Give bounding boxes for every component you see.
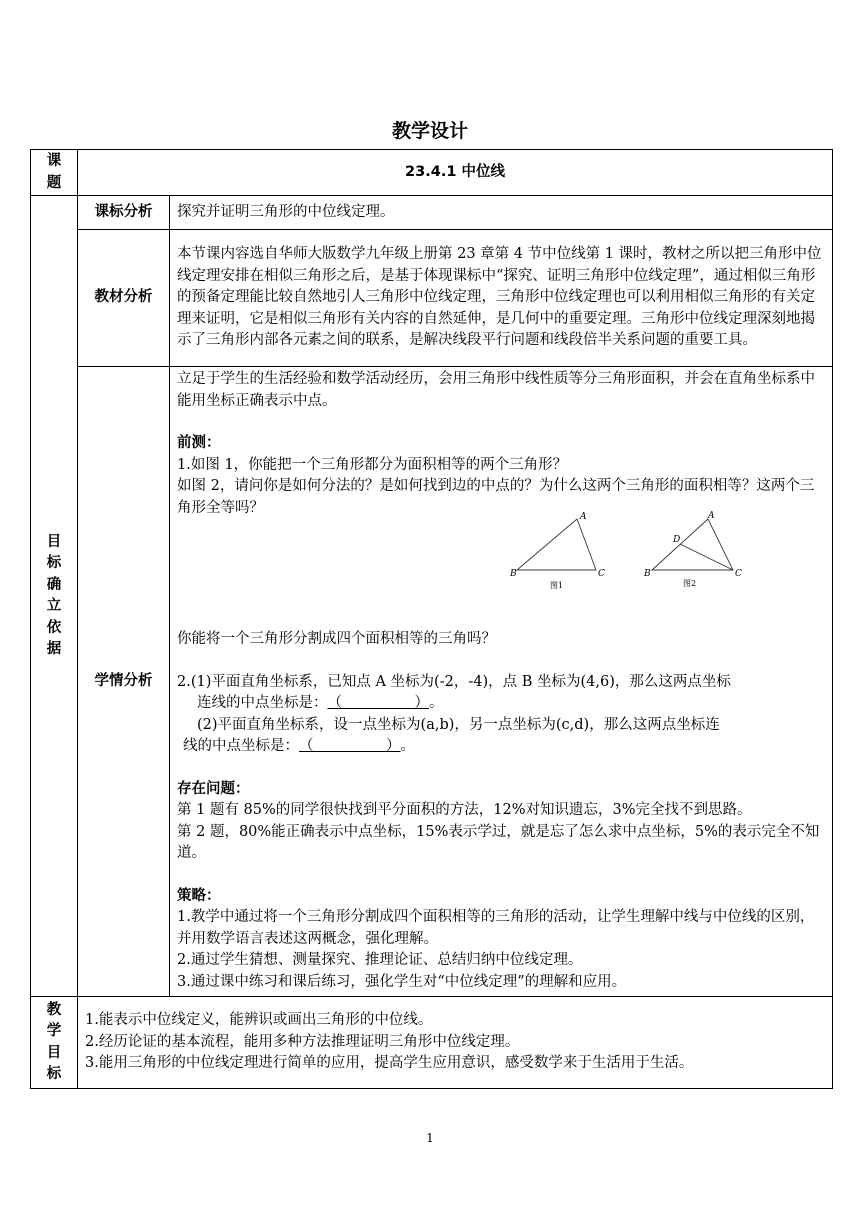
- fig1-label-c: C: [598, 569, 605, 579]
- triangle-figures-svg: [177, 511, 827, 629]
- row-student: [31, 367, 833, 997]
- fig2-caption: 图2: [683, 579, 697, 588]
- textbook-text: 本节课内容选自华师大版数学九年级上册第 23 章第 4 节中位线第 1 课时，教材之所以把三角形中位线定理安排在相似三角形之后，是基于体现课标中“探究、证明三角形中位线定理”，通过相似三角形的预备定理能比较自然地引人三角形中位线定理，三角形中位线定理也可以利用相似三角形的有关定理来证明，它是相似三角形有关内容的自然延伸，是几何中的重要定理。三角形中位线定理深刻地揭示了三角形内部各元素之间的联系，是解决线段平行问题和线段倍半关系问题的重要工具。: [170, 230, 833, 367]
- strategy-3: 3.通过课中练习和课后练习，强化学生对“中位线定理”的理解和应用。: [177, 973, 627, 990]
- fig2-label-c: C: [735, 569, 742, 579]
- problem-2: 第 2 题，80%能正确表示中点坐标，15%表示学过，就是忘了怎么求中点坐标，5%的表示完全不知道。: [177, 823, 820, 861]
- strategy-2: 2.通过学生猜想、测量探究、推理论证、总结归纳中位线定理。: [177, 952, 583, 968]
- question-1b: 如图 2，请问你是如何分法的？是如何找到边的中点的？为什么这两个三角形的面积相等？这两个三角形全等吗？: [177, 478, 815, 516]
- textbook-label: 教材分析: [78, 230, 170, 367]
- pretest-label: 前测：: [177, 435, 221, 451]
- student-intro: 立足于学生的生活经验和数学活动经历，会用三角形中线性质等分三角形面积，并会在直角坐标系中能用坐标正确表示中点。: [177, 371, 815, 409]
- goal-item: 1.能表示中位线定义，能辨识或画出三角形的中位线。: [85, 1012, 433, 1029]
- fig1-label-b: B: [510, 569, 517, 579]
- fig2-label-d: D: [673, 535, 681, 545]
- row-lesson-topic: [31, 150, 833, 196]
- goals-content: [78, 997, 833, 1089]
- question-2b: (2)平面直角坐标系，设一点坐标为(a,b)，另一点坐标为(c,d)，那么这两点坐标连: [197, 716, 720, 733]
- row-curriculum: [31, 196, 833, 230]
- page-title: 教学设计: [391, 120, 468, 142]
- fig2-label-b: B: [644, 569, 651, 579]
- figure-2: [643, 511, 742, 588]
- lesson-topic-value: 23.4.1 中位线: [78, 150, 833, 196]
- answer-blank-2a[interactable]: （ ）: [327, 695, 429, 711]
- lesson-topic-header: 课 题: [31, 150, 78, 196]
- triangle-figures: [177, 511, 826, 629]
- question-1a: 1.如图 1，你能把一个三角形都分为面积相等的两个三角形？: [177, 456, 568, 473]
- curriculum-text: 探究并证明三角形的中位线定理。: [170, 196, 833, 230]
- student-label: 学情分析: [78, 367, 170, 997]
- fig2-label-a: A: [708, 511, 715, 521]
- strategy-1: 1.教学中通过将一个三角形分割成四个面积相等的三角形的活动，让学生理解中线与中位线的区别，并用数学语言表述这两概念，强化理解。: [177, 909, 815, 947]
- goals-header: 教 学 目 标: [31, 997, 78, 1089]
- row-textbook: [31, 230, 833, 367]
- answer-blank-2b[interactable]: （ ）: [299, 738, 401, 754]
- figure-1: [509, 512, 605, 590]
- page-number: 1: [426, 1131, 434, 1145]
- question-2a-line2: 连线的中点坐标是：（ ）。: [177, 693, 826, 715]
- curriculum-label: 课标分析: [78, 196, 170, 230]
- question-2b-line2: 线的中点坐标是：（ ）。: [177, 736, 826, 758]
- question-2a: 2.(1)平面直角坐标系，已知点 A 坐标为(-2，-4)，点 B 坐标为(4,6)，那么这两点坐标: [177, 673, 731, 690]
- basis-header: 目 标 确 立 依 据: [31, 196, 78, 997]
- strategy-label: 策略：: [177, 887, 221, 904]
- row-goals: [31, 997, 833, 1089]
- fig1-caption: 图1: [550, 581, 564, 590]
- problem-1: 第 1 题有 85%的同学很快找到平分面积的方法，12%对知识遗忘，3%完全找不到思路。: [177, 802, 752, 818]
- triangle-abc-2: [652, 519, 733, 570]
- fig1-label-a: A: [580, 512, 587, 522]
- problems-label: 存在问题：: [177, 780, 250, 797]
- goal-item: 2.经历论证的基本流程，能用多种方法推理证明三角形中位线定理。: [85, 1033, 520, 1050]
- goal-item: 3.能用三角形的中位线定理进行简单的应用，提高学生应用意识，感受数学来于生活用于生活。: [85, 1055, 694, 1072]
- median-line-dc: [680, 544, 733, 570]
- question-1c: 你能将一个三角形分割成四个面积相等的三角吗？: [177, 631, 496, 647]
- lesson-design-table: [30, 149, 833, 1089]
- triangle-abc-1: [517, 519, 596, 570]
- student-content: [170, 367, 833, 997]
